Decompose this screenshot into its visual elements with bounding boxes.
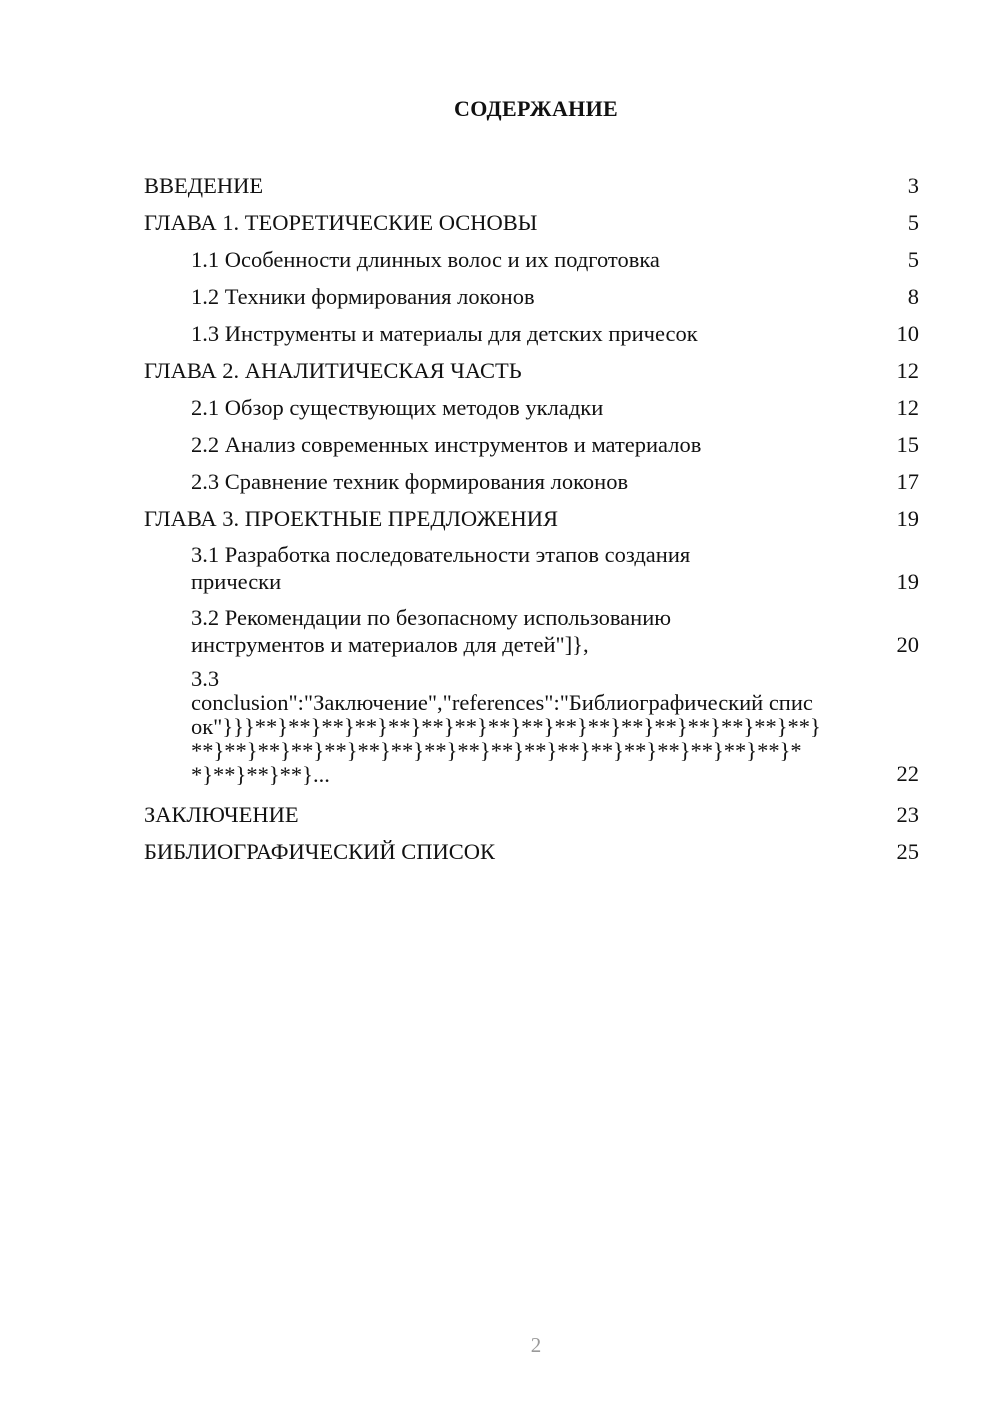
toc-entry-3-1[interactable]	[144, 541, 919, 600]
toc-entry-3-2[interactable]	[144, 604, 919, 663]
table-of-contents	[144, 167, 919, 870]
toc-entry-1-1[interactable]	[144, 241, 919, 278]
toc-entry-conclusion[interactable]	[144, 796, 919, 833]
toc-entry-label: 2.2 Анализ современных инструментов и материалов	[191, 432, 702, 457]
toc-entry-label: 3.2 Рекомендации по безопасному использованию инструментов и материалов для детей"]},	[191, 605, 677, 657]
toc-entry-label: 2.3 Сравнение техник формирования локонов	[191, 469, 629, 494]
toc-entry-page: 8	[907, 284, 919, 309]
toc-entry-label: 2.1 Обзор существующих методов укладки	[191, 395, 604, 420]
toc-entry-chapter-1[interactable]	[144, 204, 919, 241]
toc-entry-chapter-2[interactable]	[144, 352, 919, 389]
toc-entry-page: 5	[907, 210, 919, 235]
toc-entry-3-3[interactable]	[144, 667, 919, 792]
toc-entry-1-3[interactable]	[144, 315, 919, 352]
toc-entry-references[interactable]	[144, 833, 919, 870]
toc-entry-label: ГЛАВА 1. ТЕОРЕТИЧЕСКИЕ ОСНОВЫ	[144, 210, 538, 235]
toc-entry-page: 20	[896, 632, 919, 657]
toc-entry-page: 17	[896, 469, 919, 494]
toc-entry-page: 19	[896, 569, 919, 594]
toc-entry-label: ГЛАВА 3. ПРОЕКТНЫЕ ПРЕДЛОЖЕНИЯ	[144, 506, 559, 531]
toc-entry-page: 22	[896, 761, 919, 786]
toc-entry-label: БИБЛИОГРАФИЧЕСКИЙ СПИСОК	[144, 839, 496, 864]
toc-entry-label: ЗАКЛЮЧЕНИЕ	[144, 802, 299, 827]
toc-entry-label: ГЛАВА 2. АНАЛИТИЧЕСКАЯ ЧАСТЬ	[144, 358, 522, 383]
toc-entry-2-2[interactable]	[144, 426, 919, 463]
toc-entry-page: 25	[896, 839, 919, 864]
toc-entry-page: 12	[896, 395, 919, 420]
toc-entry-page: 19	[896, 506, 919, 531]
toc-entry-2-3[interactable]	[144, 463, 919, 500]
toc-entry-page: 23	[896, 802, 919, 827]
toc-entry-label: ВВЕДЕНИЕ	[144, 173, 264, 198]
page-number: 2	[530, 1333, 542, 1357]
toc-entry-label: 3.3 conclusion":"Заключение","references":"Библиографический список"}}}**}**}**}**}**}**}**}**}**}**}**}**}**}**}**}**}**}**}**}**}**}**}**}**}**}**}**}**}**}**}**}**}**}**}**}**}**}**}**}...	[191, 666, 821, 787]
toc-entry-label: 1.1 Особенности длинных волос и их подготовка	[191, 247, 660, 272]
toc-entry-label: 1.2 Техники формирования локонов	[191, 284, 535, 309]
toc-entry-page: 12	[896, 358, 919, 383]
page-title: СОДЕРЖАНИЕ	[454, 96, 618, 121]
toc-entry-chapter-3[interactable]	[144, 500, 919, 537]
toc-entry-introduction[interactable]	[144, 167, 919, 204]
toc-entry-page: 3	[907, 173, 919, 198]
toc-entry-page: 5	[907, 247, 919, 272]
toc-entry-page: 15	[896, 432, 919, 457]
toc-entry-2-1[interactable]	[144, 389, 919, 426]
toc-entry-label: 1.3 Инструменты и материалы для детских причесок	[191, 321, 698, 346]
toc-entry-label: 3.1 Разработка последовательности этапов создания прически	[191, 542, 696, 594]
toc-entry-page: 10	[896, 321, 919, 346]
toc-entry-1-2[interactable]	[144, 278, 919, 315]
